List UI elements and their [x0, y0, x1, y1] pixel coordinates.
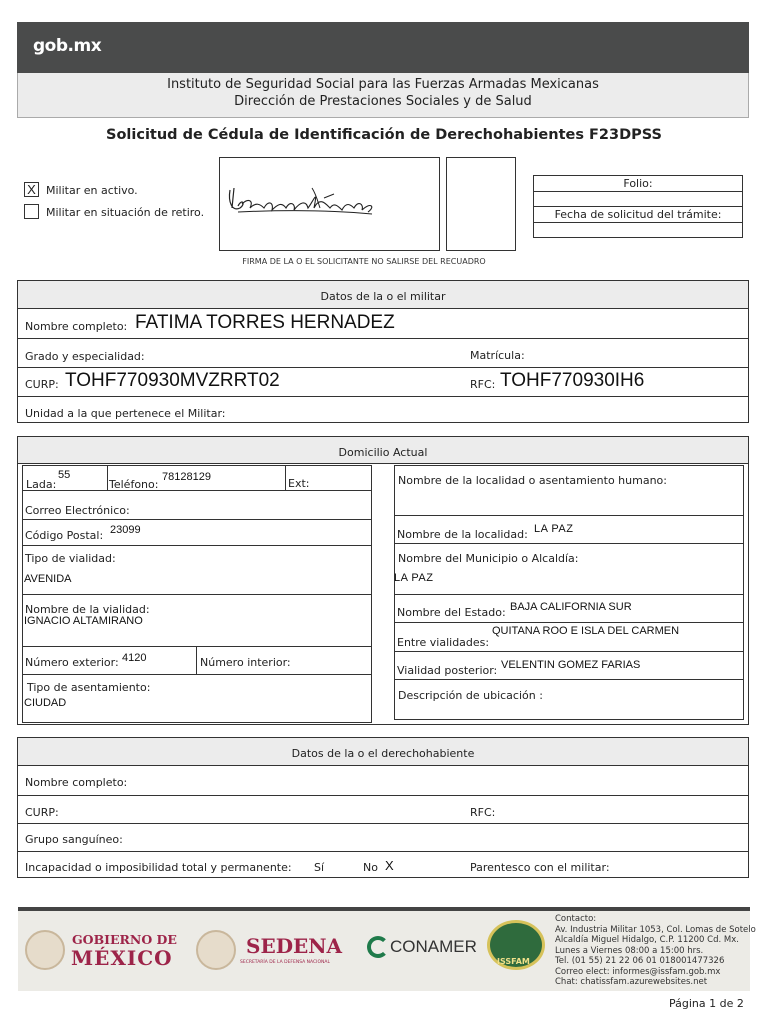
photo-box[interactable]	[446, 157, 516, 251]
request-date-label: Fecha de solicitud del trámite:	[533, 206, 743, 223]
military-name-label: Nombre completo:	[25, 320, 128, 333]
between-roads-value[interactable]: QUITANA ROO E ISLA DEL CARMEN	[492, 625, 680, 637]
form-title: Solicitud de Cédula de Identificación de Derechohabientes F23DPSS	[106, 127, 662, 143]
state-value[interactable]: BAJA CALIFORNIA SUR	[510, 601, 632, 613]
contact-line: Contacto:	[555, 914, 597, 924]
enrollment-label: Matrícula:	[470, 349, 525, 362]
signature-caption: FIRMA DE LA O EL SOLICITANTE NO SALIRSE DEL RECUADRO	[242, 257, 486, 266]
signature-image	[220, 158, 441, 252]
zip-value[interactable]: 23099	[110, 524, 141, 536]
contact-line: Lunes a Viernes 08:00 a 15:00 hrs.	[555, 945, 704, 956]
ext-label: Ext:	[288, 477, 310, 490]
contact-line: Tel. (01 55) 21 22 06 01 018001477326	[555, 956, 725, 966]
lada-value[interactable]: 55	[58, 469, 71, 481]
road-name-value[interactable]: IGNACIO ALTAMIRANO	[24, 615, 143, 627]
beneficiary-rfc-label: RFC:	[470, 806, 496, 819]
direction-name: Dirección de Prestaciones Sociales y de Salud	[234, 94, 532, 109]
gob-header-bar	[17, 22, 749, 73]
military-rfc-value[interactable]: TOHF770930IH6	[500, 370, 645, 391]
gob-mexico-logo-line2: MÉXICO	[71, 946, 173, 970]
posterior-road-value[interactable]: VELENTIN GOMEZ FARIAS	[501, 659, 641, 671]
retired-military-checkbox[interactable]	[24, 204, 39, 219]
phone-value[interactable]: 78128129	[162, 471, 211, 483]
disability-label: Incapacidad o imposibilidad total y permanente:	[25, 861, 292, 874]
between-roads-label: Entre vialidades:	[397, 636, 490, 649]
disability-no-mark[interactable]: X	[385, 858, 394, 873]
beneficiary-name-label: Nombre completo:	[25, 776, 128, 789]
municipality-label: Nombre del Municipio o Alcaldía:	[398, 552, 579, 565]
active-military-label: Militar en activo.	[46, 184, 138, 197]
beneficiary-curp-label: CURP:	[25, 806, 59, 819]
issfam-logo-text: ISSFAM	[497, 957, 530, 966]
rank-label: Grado y especialidad:	[25, 350, 145, 363]
conamer-logo: CONAMER	[390, 937, 477, 956]
int-number-label: Número interior:	[200, 656, 291, 669]
sedena-seal-icon	[196, 930, 236, 970]
address-right-column	[394, 465, 744, 720]
request-date-field[interactable]	[533, 222, 743, 238]
active-military-checkbox[interactable]: X	[24, 182, 39, 197]
phone-label: Teléfono:	[109, 478, 159, 491]
military-section-header: Datos de la o el militar	[17, 280, 749, 309]
gob-mexico-logo-line1: GOBIERNO DE	[72, 932, 177, 947]
contact-block	[555, 914, 756, 988]
institute-banner	[17, 73, 749, 118]
sedena-subtitle: SECRETARÍA DE LA DEFENSA NACIONAL	[240, 960, 330, 965]
locality-value[interactable]: LA PAZ	[534, 523, 574, 535]
relationship-label: Parentesco con el militar:	[470, 861, 610, 874]
blood-type-label: Grupo sanguíneo:	[25, 833, 123, 846]
military-curp-value[interactable]: TOHF770930MVZRRT02	[65, 370, 280, 391]
folio-label: Folio:	[533, 175, 743, 192]
settlement-type-label: Tipo de asentamiento:	[27, 681, 151, 694]
settlement-name-label: Nombre de la localidad o asentamiento humano:	[398, 474, 667, 487]
contact-line[interactable]: Chat: chatissfam.azurewebsites.net	[555, 977, 708, 987]
road-type-label: Tipo de vialidad:	[25, 552, 116, 565]
road-type-value[interactable]: AVENIDA	[24, 573, 72, 585]
disability-yes-label: Sí	[314, 861, 325, 874]
contact-line[interactable]: Correo elect: informes@issfam.gob.mx	[555, 966, 721, 977]
ext-number-value[interactable]: 4120	[122, 652, 147, 664]
location-description-label: Descripción de ubicación :	[398, 689, 543, 702]
institute-name: Instituto de Seguridad Social para las Fuerzas Armadas Mexicanas	[167, 77, 599, 92]
email-label: Correo Electrónico:	[25, 504, 130, 517]
contact-line: Av. Industria Militar 1053, Col. Lomas de Sotelo	[555, 924, 756, 935]
signature-box[interactable]	[219, 157, 440, 251]
contact-line: Alcaldía Miguel Hidalgo, C.P. 11200 Cd. Mx.	[555, 935, 739, 945]
military-rfc-label: RFC:	[470, 378, 496, 391]
unit-label: Unidad a la que pertenece el Militar:	[25, 407, 226, 420]
zip-label: Código Postal:	[25, 529, 104, 542]
posterior-road-label: Vialidad posterior:	[397, 664, 498, 677]
page-number: Página 1 de 2	[669, 997, 744, 1010]
mexico-seal-icon	[25, 930, 65, 970]
address-section-header: Domicilio Actual	[17, 436, 749, 464]
conamer-emblem-icon	[367, 936, 389, 958]
retired-military-label: Militar en situación de retiro.	[46, 206, 205, 219]
folio-value-field[interactable]	[533, 191, 743, 207]
military-name-value[interactable]: FATIMA TORRES HERNADEZ	[135, 312, 395, 333]
sedena-logo: SEDENA	[246, 934, 343, 958]
settlement-type-value[interactable]: CIUDAD	[24, 697, 67, 709]
ext-number-label: Número exterior:	[25, 656, 119, 669]
beneficiary-section-header: Datos de la o el derechohabiente	[17, 737, 749, 766]
lada-label: Lada:	[26, 478, 57, 491]
locality-label: Nombre de la localidad:	[397, 528, 528, 541]
road-name-label: Nombre de la vialidad:	[25, 603, 150, 616]
state-label: Nombre del Estado:	[397, 606, 506, 619]
municipality-value[interactable]: LA PAZ	[394, 572, 434, 584]
gob-mx-logo[interactable]: gob.mx	[33, 36, 102, 56]
disability-no-label: No	[363, 861, 378, 874]
military-curp-label: CURP:	[25, 378, 59, 391]
